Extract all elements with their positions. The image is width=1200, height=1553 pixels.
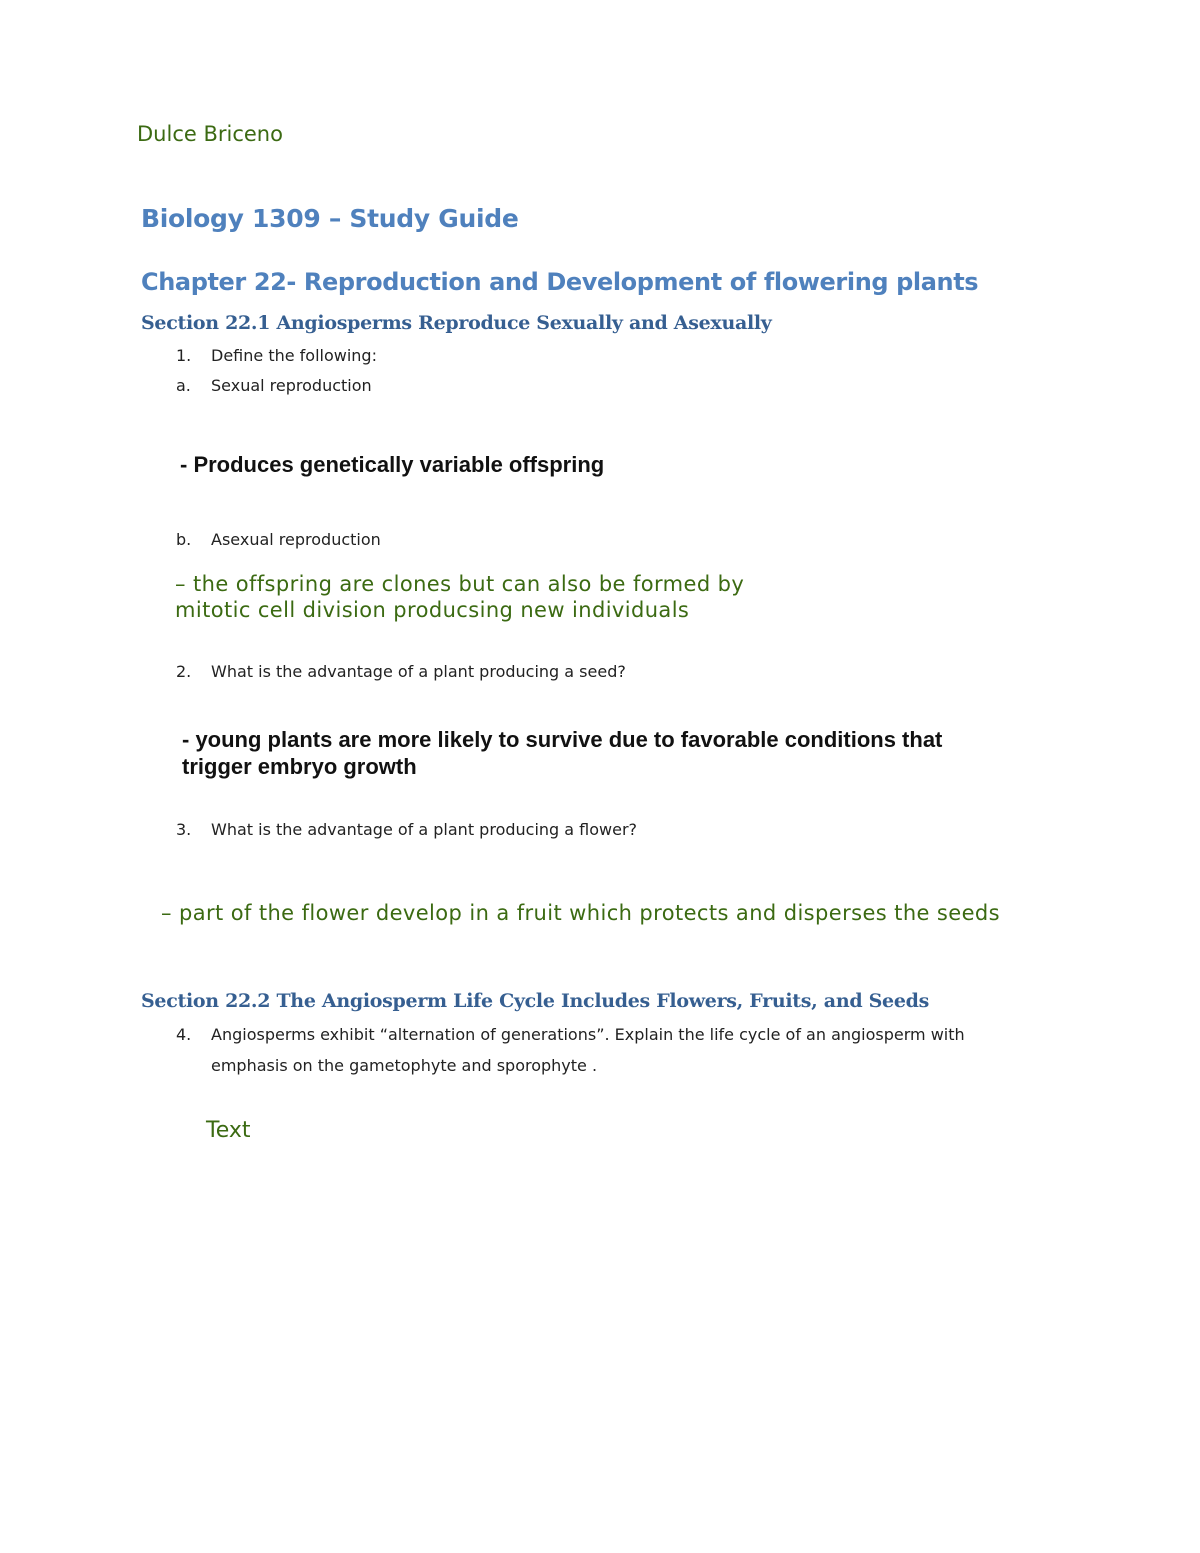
answer-1a: - Produces genetically variable offspring [180, 452, 605, 477]
question-1-text: Define the following: [211, 346, 377, 365]
answer-1b-line-1: – the offspring are clones but can also be formed by [175, 572, 745, 596]
answer-3: – part of the flower develop in a fruit which protects and disperses the seeds [161, 901, 1000, 925]
question-2-text: What is the advantage of a plant producing a seed? [211, 662, 626, 681]
answer-4-text-field[interactable]: Text [206, 1118, 251, 1143]
question-1b-letter: b. [176, 530, 192, 549]
question-3-number: 3. [176, 820, 192, 839]
question-4-line-2: emphasis on the gametophyte and sporophyte . [211, 1056, 598, 1075]
question-1-number: 1. [176, 346, 192, 365]
answer-2-line-1: - young plants are more likely to survive due to favorable conditions that [182, 727, 943, 752]
question-4-line-1: Angiosperms exhibit “alternation of generations”. Explain the life cycle of an angiosperm with [211, 1025, 965, 1044]
question-4-number: 4. [176, 1025, 192, 1044]
section-heading-22-2: Section 22.2 The Angiosperm Life Cycle Includes Flowers, Fruits, and Seeds [141, 990, 930, 1012]
answer-1b-line-2: mitotic cell division producsing new individuals [175, 598, 690, 622]
question-1a-text: Sexual reproduction [211, 376, 372, 395]
document-title: Biology 1309 – Study Guide [141, 204, 519, 233]
question-3-text: What is the advantage of a plant producing a flower? [211, 820, 638, 839]
section-heading-22-1: Section 22.1 Angiosperms Reproduce Sexually and Asexually [141, 312, 772, 334]
question-1b-text: Asexual reproduction [211, 530, 381, 549]
answer-2-line-2: trigger embryo growth [182, 754, 417, 779]
author-name: Dulce Briceno [137, 122, 283, 146]
question-1a-letter: a. [176, 376, 191, 395]
question-2-number: 2. [176, 662, 192, 681]
chapter-heading: Chapter 22- Reproduction and Development of flowering plants [141, 268, 979, 296]
